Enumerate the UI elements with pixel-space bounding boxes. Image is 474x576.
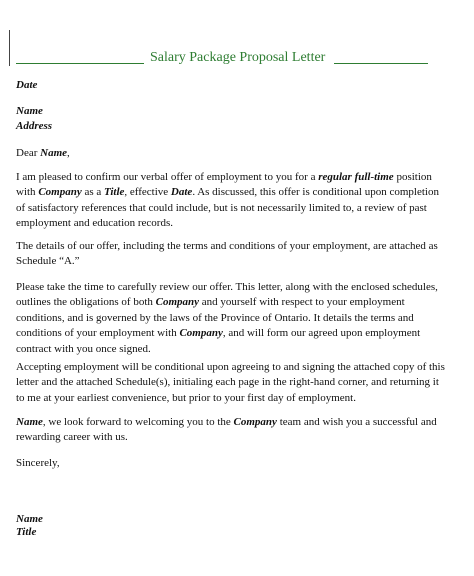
welcome-text: , we look forward to welcoming you to the	[42, 416, 234, 428]
welcome-line-2: rewarding career with us.	[16, 431, 128, 444]
accepting-line-3: to me at your earliest convenience, but prior to your first day of employment.	[16, 391, 356, 404]
paragraph-offer	[16, 170, 456, 232]
welcome-line-1	[16, 415, 456, 430]
accepting-line-2: letter and the attached Schedule(s), initialing each page in the right-hand corner, and returning it	[16, 376, 439, 389]
salutation	[16, 146, 70, 161]
salutation-suffix: ,	[67, 147, 70, 159]
margin-line	[9, 30, 10, 66]
paragraph-review	[16, 280, 456, 357]
review-text: , and will form our agreed upon employment	[222, 327, 421, 340]
review-line-1: Please take the time to carefully review our offer. This letter, along with the enclosed schedules,	[16, 281, 438, 293]
review-line-3: conditions, and is governed by the laws of the Province of Ontario. It details the terms and	[16, 311, 414, 324]
name-placeholder: Name	[16, 416, 43, 428]
welcome-text: team and wish you a successful and	[276, 416, 437, 428]
letter-title: Salary Package Proposal Letter	[150, 50, 326, 65]
employment-type: regular full-time	[318, 171, 394, 183]
review-line-2	[16, 295, 456, 310]
review-line-5: contract with you once signed.	[16, 342, 151, 355]
date-inline-placeholder: Date	[170, 186, 193, 199]
details-line-2: Schedule “A.”	[16, 255, 80, 268]
recipient-name: Name	[16, 105, 43, 117]
signature-name: Name	[16, 513, 43, 525]
closing: Sincerely,	[16, 457, 60, 469]
review-text: conditions of your employment with	[16, 327, 180, 340]
offer-line-2	[16, 185, 456, 200]
offer-text: position	[393, 171, 432, 183]
title-rule-right	[334, 63, 428, 64]
signature-title: Title	[16, 526, 37, 538]
paragraph-accepting	[16, 360, 456, 406]
review-text: and yourself with respect to your employment	[199, 296, 405, 309]
offer-text: , effective	[124, 186, 171, 199]
company-placeholder: Company	[179, 327, 223, 340]
paragraph-details	[16, 239, 456, 270]
details-line-1: The details of our offer, including the terms and conditions of your employment, are attached as	[16, 240, 438, 252]
offer-text: I am pleased to confirm our verbal offer of employment to you for a	[16, 171, 319, 183]
review-text: outlines the obligations of both	[16, 296, 156, 309]
title-placeholder: Title	[104, 186, 125, 199]
salutation-prefix: Dear	[16, 147, 41, 159]
title-row	[16, 48, 428, 66]
company-placeholder: Company	[38, 186, 82, 199]
salutation-name: Name	[40, 147, 68, 159]
offer-text: as a	[81, 186, 105, 199]
date-placeholder: Date	[16, 79, 38, 91]
offer-text: . As discussed, this offer is conditional upon completion	[192, 186, 439, 199]
accepting-line-1: Accepting employment will be conditional upon agreeing to and signing the attached copy of this	[16, 361, 445, 373]
title-rule-left	[16, 63, 144, 64]
review-line-4	[16, 326, 456, 341]
offer-line-3: of satisfactory references that could include, but is not necessarily limited to, a review of past	[16, 201, 427, 214]
company-placeholder: Company	[233, 416, 277, 428]
offer-line-1	[16, 170, 456, 185]
paragraph-welcome	[16, 415, 456, 446]
company-placeholder: Company	[155, 296, 200, 309]
offer-text: with	[16, 186, 39, 199]
offer-line-4: employment and education records.	[16, 217, 174, 230]
recipient-address: Address	[16, 120, 53, 132]
